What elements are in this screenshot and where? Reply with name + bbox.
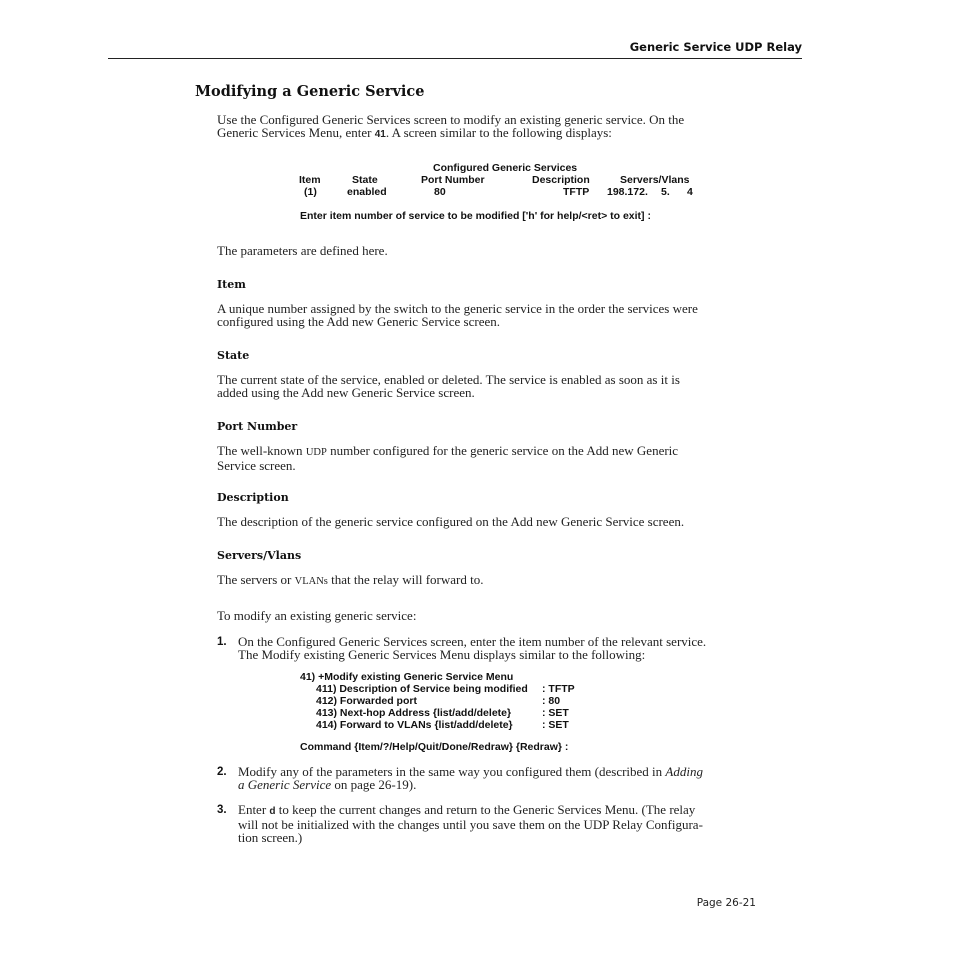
menu-item-412-label: 412) Forwarded port [316, 695, 417, 707]
xref-adding: Adding [665, 764, 703, 779]
def-servers-body [217, 573, 762, 588]
row-port: 80 [434, 186, 446, 198]
section-title: Modifying a Generic Service [195, 83, 425, 100]
step-2-number: 2. [217, 766, 227, 778]
col-servers: Servers/Vlans [620, 174, 690, 186]
def-item-line-1: A unique number assigned by the switch to the generic service in the order the services were [217, 301, 698, 316]
menu-item-414-value: : SET [542, 719, 569, 731]
step-2-line-2 [238, 778, 768, 791]
step-1-body [238, 635, 768, 661]
menu-item-411-label: 411) Description of Service being modified [316, 683, 528, 695]
row-servers-1: 198.172. [607, 186, 648, 198]
intro-paragraph [217, 113, 762, 141]
def-port-title: Port Number [217, 420, 298, 433]
step-1-number: 1. [217, 636, 227, 648]
step-3-text: Enter [238, 802, 270, 817]
def-port-line-2: Service screen. [217, 458, 296, 473]
modify-intro: To modify an existing generic service: [217, 608, 417, 623]
def-state-title: State [217, 349, 250, 362]
step-3-text-cont: to keep the current changes and return to the Generic Services Menu. (The relay [275, 802, 696, 817]
abbr-udp: UDP [305, 447, 327, 458]
row-state: enabled [347, 186, 387, 198]
abbr-vlans: VLANs [294, 576, 328, 587]
intro-line-1: Use the Configured Generic Services screen to modify an existing generic service. On the [217, 112, 685, 127]
command-prompt: Command {Item/?/Help/Quit/Done/Redraw} {Redraw} : [300, 741, 569, 753]
running-header: Generic Service UDP Relay [629, 40, 802, 54]
col-state: State [352, 174, 378, 186]
def-item-title: Item [217, 278, 246, 291]
def-state-body [217, 373, 762, 399]
row-servers-2: 5. [661, 186, 670, 198]
screen-prompt: Enter item number of service to be modified ['h' for help/<ret> to exit] : [300, 210, 651, 222]
def-port-text-end: number configured for the generic service on the Add new Generic [326, 443, 679, 458]
step-3-body [238, 803, 768, 844]
def-port-line-1 [217, 444, 762, 459]
row-item: (1) [304, 186, 317, 198]
def-port-body [217, 444, 762, 472]
menu-title: 41) +Modify existing Generic Service Menu [300, 671, 514, 683]
def-servers-title: Servers/Vlans [217, 549, 302, 562]
key-41: 41 [374, 129, 386, 140]
def-state-line-1: The current state of the service, enabled or deleted. The service is enabled as soon as it is [217, 372, 680, 387]
def-description-body: The description of the generic service configured on the Add new Generic Service screen. [217, 514, 685, 529]
step-2-text: Modify any of the parameters in the same way you configured them (described in [238, 764, 666, 779]
step-1-line-2: The Modify existing Generic Services Menu displays similar to the following: [238, 647, 646, 662]
menu-item-414-label: 414) Forward to VLANs {list/add/delete} [316, 719, 513, 731]
menu-item-412-value: : 80 [542, 695, 561, 707]
step-3-line-1 [238, 803, 768, 818]
col-description: Description [532, 174, 590, 186]
def-servers-text: The servers or [217, 572, 295, 587]
intro-line-2 [217, 126, 762, 141]
def-state-line-2: added using the Add new Generic Service screen. [217, 385, 475, 400]
menu-item-413-value: : SET [542, 707, 569, 719]
step-1-line-1: On the Configured Generic Services screen, enter the item number of the relevant service. [238, 634, 707, 649]
step-3-line-3: tion screen.) [238, 830, 303, 845]
col-port: Port Number [421, 174, 485, 186]
def-servers-text-end: that the relay will forward to. [327, 572, 484, 587]
step-2-body [238, 765, 768, 791]
xref-generic-service: a Generic Service [238, 777, 332, 792]
row-servers-3: 4 [687, 186, 693, 198]
params-intro: The parameters are defined here. [217, 243, 388, 258]
step-3-number: 3. [217, 804, 227, 816]
header-rule [108, 58, 802, 59]
intro-text: Generic Services Menu, enter [217, 125, 375, 140]
def-item-body [217, 302, 762, 328]
col-item: Item [299, 174, 321, 186]
page-number: Page 26-21 [696, 897, 756, 909]
def-item-line-2: configured using the Add new Generic Service screen. [217, 314, 501, 329]
intro-text-end: . A screen similar to the following displays: [385, 125, 612, 140]
step-3-line-2: will not be initialized with the changes until you save them on the UDP Relay Configura- [238, 817, 703, 832]
def-description-title: Description [217, 491, 289, 504]
row-description: TFTP [563, 186, 590, 198]
def-port-text: The well-known [217, 443, 306, 458]
screen-title: Configured Generic Services [433, 162, 578, 174]
key-d: d [269, 806, 276, 817]
step-2-text-end: on page 26-19). [331, 777, 417, 792]
menu-item-411-value: : TFTP [542, 683, 575, 695]
menu-item-413-label: 413) Next-hop Address {list/add/delete} [316, 707, 512, 719]
